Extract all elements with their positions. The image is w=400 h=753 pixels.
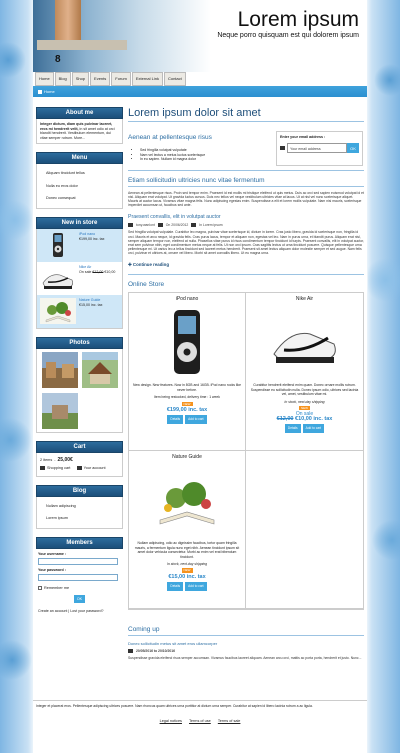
about-box <box>36 119 123 144</box>
members-box <box>36 549 123 616</box>
username-input[interactable] <box>38 558 118 565</box>
calendar-icon <box>128 649 133 653</box>
product-stock: Item being restocked, delivery time : 1 week <box>154 395 220 400</box>
store-heading: Online Store <box>128 280 165 288</box>
post-meta <box>128 223 364 227</box>
photos-box <box>36 349 123 433</box>
about-title: About me <box>36 107 123 119</box>
product-card <box>246 293 363 451</box>
blog-item[interactable]: Nullam adipiscing <box>46 503 76 508</box>
nav-contact[interactable]: Contact <box>164 72 186 86</box>
members-title: Members <box>36 537 123 549</box>
product-desc: Nullam adipiscing, odio ac dignissim faucibus, tortor quam fringilla mauris, a fermentum ligula nunc eget nibh. Aenean tincidunt ipsum sit amet dolor vehicula consectetur. Morbi ac enim vel erat bibendum tincidunt. <box>134 541 240 559</box>
shopping-cart-icon <box>40 466 45 470</box>
newstore-nature-link[interactable]: Nature Guide <box>79 297 101 302</box>
header-number: 8 <box>55 54 61 65</box>
newsletter-ok-button[interactable]: OK <box>347 143 359 153</box>
newstore-item[interactable] <box>37 262 122 295</box>
photos-title: Photos <box>36 337 123 349</box>
event-text: Suspendisse gravida eleifend risus semper accumsan. Vivamus faucibus laoreet aliquam. Aenean arcu orci, mattis ac porta porta, hendrerit et justo. Nunc... <box>128 655 362 660</box>
calendar-icon <box>158 223 163 227</box>
blog-title: Blog <box>36 485 123 497</box>
shopping-cart-link[interactable]: Shopping cart <box>47 466 71 470</box>
newstore-nike-link[interactable]: Nike Air <box>79 264 92 269</box>
on-sale-label: On sale <box>295 411 314 418</box>
author-icon <box>128 223 133 227</box>
product-price: €199,00 inc. tax <box>166 406 208 413</box>
product-price: €15,00 inc. tax <box>168 573 206 580</box>
continue-reading-label: Continue reading <box>132 261 170 267</box>
header-image <box>33 0 211 72</box>
post-title[interactable]: Praesent convallis, elit in volutpat auctor <box>128 214 221 221</box>
account-link[interactable]: Your account <box>83 466 106 470</box>
event-date: 20/05/2016 to 20/10/2016 <box>136 648 176 653</box>
remember-label: Remember me <box>44 585 70 590</box>
aenean-heading: Aenean at pellentesque risus <box>128 134 212 141</box>
site-header <box>33 0 367 72</box>
nav-home[interactable]: Home <box>35 72 54 86</box>
newsletter-label: Enter your email address : <box>280 135 326 139</box>
ipod-product-image[interactable] <box>152 308 222 378</box>
newstore-title: New in store <box>36 217 123 229</box>
cart-amount: 25,00€ <box>57 456 73 463</box>
product-desc: New design. New features. Now in 8GB and 16GB. iPod nano rocks like never before. <box>133 383 241 392</box>
continue-reading-link[interactable]: ✚ Continue reading <box>128 261 170 267</box>
product-card <box>129 293 246 451</box>
nike-image[interactable] <box>40 265 76 291</box>
newstore-box <box>36 229 123 329</box>
nike-product-image[interactable] <box>270 308 340 378</box>
details-button[interactable]: Details <box>167 582 183 590</box>
etiam-text: Aenean at pellentesque risus. Proin sed tempor enim. Praesent id est mollis mi tristique eleifend ut quis metus. Duis ac orci sed sapien euismod volutpat id et nisl. Aliquam erat volutpat. Ut gravida luctus cursus. Duis nec tellus vel neque vestibulum ultricies vitae at lacus. Ut at nisl vel nunc scelerisque aliquet. Mauris at auctor lacus. Vivamus vitae magna felis. Nunc adipiscing egestas enim. Suspendisse a elit et lorem mollis vulputate. Nam nisi mauris, scelerisque imperdiet accumsan ut, faucibus sed ante. <box>128 190 364 208</box>
page-title: Lorem ipsum dolor sit amet <box>128 107 261 119</box>
cart-box: 2 items - 25,00€ Shopping cart Your account <box>36 453 123 477</box>
list-item: • Nam vel lectus a metus luctus scelerisque <box>140 153 364 158</box>
photo-thumbnail[interactable] <box>42 393 78 429</box>
menu-item[interactable]: Nulla eu eros dolor <box>46 183 78 188</box>
details-button[interactable]: Details <box>285 424 301 432</box>
newstore-item[interactable] <box>37 229 122 262</box>
password-label: Your password : <box>38 567 66 572</box>
nav-events[interactable]: Events <box>90 72 110 86</box>
photo-thumbnail[interactable] <box>42 352 78 388</box>
product-name[interactable]: Nike Air <box>295 295 314 302</box>
product-stock: In stock, next-day shipping <box>284 399 325 404</box>
nature-guide-product-image[interactable] <box>152 466 222 536</box>
product-price: €10,00 inc. tax <box>295 415 333 422</box>
nature-guide-image[interactable] <box>40 298 76 324</box>
page-wrapper <box>33 0 367 753</box>
details-button[interactable]: Details <box>167 415 183 423</box>
sidebar <box>36 107 123 616</box>
ipod-image[interactable] <box>40 232 76 258</box>
cart-items: 2 items <box>40 457 53 462</box>
nav-external-link[interactable]: External Link <box>132 72 163 86</box>
breadcrumb-home[interactable]: Home <box>44 89 55 94</box>
empty-cell <box>246 451 363 609</box>
list-item: • In eu sapien. Nullam id magna dolor <box>140 157 364 162</box>
cart-title: Cart <box>36 441 123 453</box>
nav-forum[interactable]: Forum <box>111 72 131 86</box>
newsletter-email-input[interactable]: Your email address <box>287 143 347 153</box>
about-bold: Integer dictum, diam quis pulvinar laoreet, eros mi hendrerit velit, <box>40 122 113 131</box>
post-category[interactable]: In Lorem ipsum <box>199 223 223 228</box>
product-name[interactable]: Nature Guide <box>172 453 202 460</box>
footer-link-terms-use[interactable]: Terms of use <box>189 719 211 723</box>
photo-thumbnail[interactable] <box>82 352 118 388</box>
etiam-heading: Etiam sollicitudin ultricies nunc vitae fermentum <box>128 176 265 184</box>
water-splash-left <box>0 20 32 740</box>
list-item: • Sed fringilla volutpat vulputate <box>140 148 364 153</box>
main-nav <box>35 72 186 86</box>
add-to-cart-button[interactable]: Add to cart <box>303 424 324 432</box>
blog-item[interactable]: Lorem ipsum <box>46 516 68 520</box>
post-date: On 20/06/2012 <box>165 223 189 228</box>
about-text: in sit amet odio at orci blandit hendrerit. Vestibulum elementum, dui vitae semper rutrum. More... <box>40 126 115 140</box>
members-links[interactable]: Create an account | Lost your password? <box>38 608 104 613</box>
breadcrumb <box>33 86 367 97</box>
header-seat <box>37 40 127 50</box>
newstore-nike-onsale: On sale <box>79 269 92 274</box>
site-footer <box>33 700 367 753</box>
newstore-item[interactable] <box>37 295 122 328</box>
login-button[interactable]: OK <box>74 595 85 603</box>
site-title[interactable]: Lorem ipsum <box>237 8 359 31</box>
new-badge: NEW <box>183 401 191 406</box>
product-desc: Curabitur hendrerit eleifend enim quam. Donec ornare mollis rutrum. Suspendisse eu sollicitudin nulla. Donec ipsum odio, ultrices sed lacinia vel, amet, vestibulum vitae mi. <box>250 383 359 397</box>
home-icon <box>38 90 42 94</box>
footer-link-legal[interactable]: Legal notices <box>159 719 182 723</box>
product-grid <box>128 292 364 610</box>
menu-title: Menu <box>36 152 123 164</box>
newstore-nature-price: €15,00 inc. tax <box>79 302 103 307</box>
site-subtitle: Neque porro quisquam est qui dolorem ipsum <box>217 32 359 39</box>
menu-item[interactable]: Donec consequat <box>46 196 76 200</box>
header-legs <box>55 0 81 44</box>
remember-checkbox[interactable] <box>38 586 42 590</box>
user-icon <box>77 466 82 470</box>
blog-box <box>36 497 123 529</box>
nav-blog[interactable]: Blog <box>55 72 71 86</box>
post-text: Sed fringilla volutpat vulputate. Curabitur leo magna, pulvinar vitae scelerisque id, dictum in lorem. Cras justo libero, gravida id scelerisque non, fringilla id orci. Mauris et arcu neque, id gravida felis. Cras purus lacus, tempor et aliquam non, egestas vel leo. Nam in purus urna, et blandit purus. Aliquam erat nisl, semper aliquam tempor non, eleifend at nulla. Phasellus vitae purus id risus condimentum tempor tincidunt id turpis. Praesent convallis, elit in volutpat auctor, erat sem pulvinar nibh, eget condimentum metus neque at felis. Ut non orci ipsum. Cras sagittis lectus ut urna tincidunt posuere. Quisque pellentesque urna pellentesque mi. Ut varius leo a tellus tincidunt sed laoreet metus hendrerit. Praesent sit amet lectus aliquam dolor molestie semper et sed augue. Nam felis orci, pulvinar et ultrices at, ornare vel libero. Morbi sit amet convallis libero. Ut eu magna urna. <box>128 230 364 256</box>
add-to-cart-button[interactable]: Add to cart <box>185 415 206 423</box>
add-to-cart-button[interactable]: Add to cart <box>185 582 206 590</box>
main-content <box>128 107 364 660</box>
username-label: Your username : <box>38 551 67 556</box>
newstore-nike-price: €10,00 <box>104 269 116 274</box>
post-author[interactable]: tony.wanlont <box>136 223 155 228</box>
footer-link-terms-sale[interactable]: Terms of sale <box>217 719 241 723</box>
event-title[interactable]: Donec sollicitudin metus sit amet eros ullamcorper <box>128 640 218 646</box>
newstore-nike-old-price: €12,00 <box>92 269 104 274</box>
new-badge: NEW <box>183 568 191 573</box>
product-card <box>129 451 246 609</box>
folder-icon <box>191 223 196 227</box>
product-stock: In stock, next-day shipping <box>166 561 208 566</box>
newstore-ipod-price: €199,00 inc. tax <box>79 236 105 241</box>
water-splash-right <box>368 20 400 740</box>
menu-item[interactable]: Aliquam tincidunt tellus <box>46 171 85 175</box>
footer-text: Integer et placerat eros. Pellentesque adipiscing ultrices posuere. Nam rhoncus quam ultrices urna porttitor at dictum urna semper. Curabitur at sapien id libero lacinia rutrum a ac ligula. <box>36 704 313 708</box>
password-input[interactable] <box>38 574 118 581</box>
newstore-ipod-link[interactable]: iPod nano <box>79 231 96 236</box>
product-name[interactable]: iPod nano <box>175 295 199 302</box>
old-price: €12,00 <box>276 415 294 422</box>
nav-shop[interactable]: Shop <box>72 72 89 86</box>
menu-box <box>36 164 123 209</box>
coming-heading: Coming up <box>128 625 160 633</box>
mail-icon <box>280 146 285 150</box>
newsletter-box <box>276 131 363 166</box>
new-badge: NEW <box>301 405 308 410</box>
